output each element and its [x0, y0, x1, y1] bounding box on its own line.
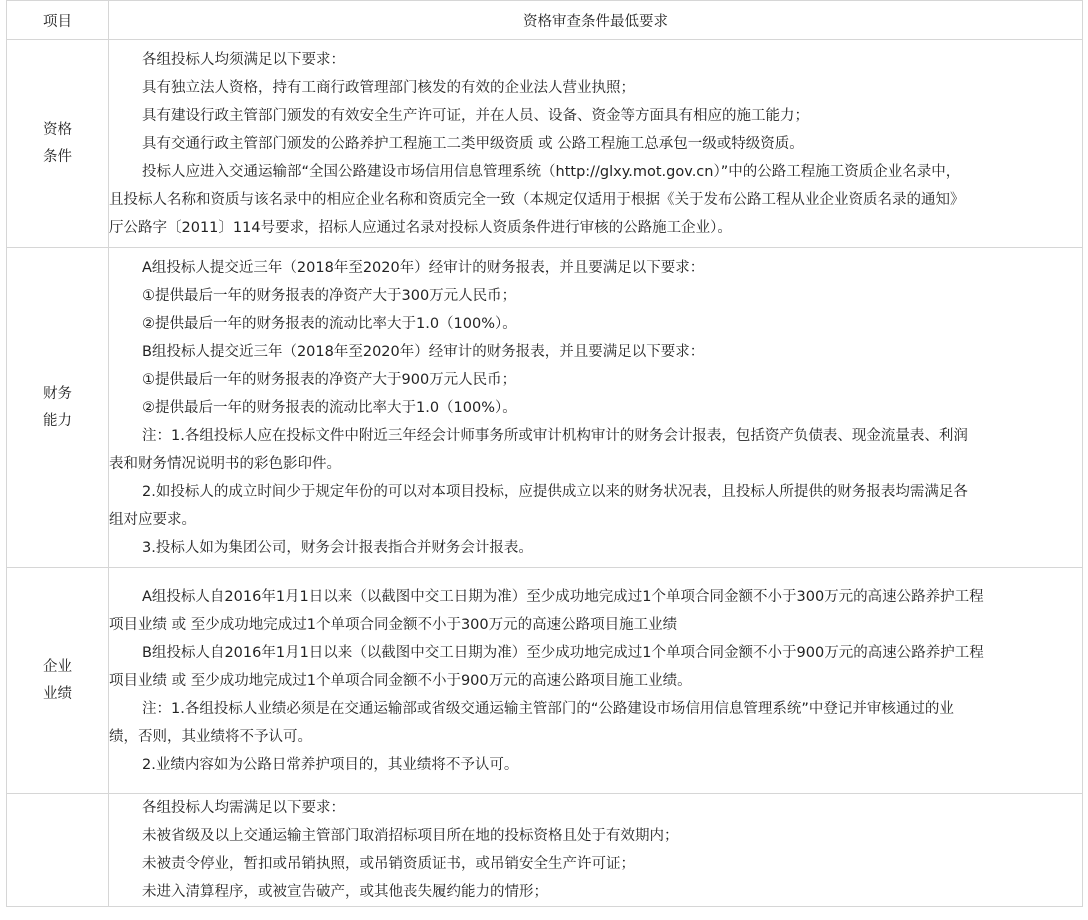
requirement-line: 注：1.各组投标人应在投标文件中附近三年经会计师事务所或审计机构审计的财务会计报表，包括资产负债表、现金流量表、利润	[142, 427, 968, 444]
requirement-line: 绩，否则，其业绩将不予认可。	[109, 728, 312, 745]
requirement-line: 项目业绩 或 至少成功地完成过1个单项合同金额不小于300万元的高速公路项目施工业绩	[109, 616, 678, 633]
requirement-line: 未被省级及以上交通运输主管部门取消招标项目所在地的投标资格且处于有效期内；	[142, 828, 679, 844]
section-label-line: 能力	[43, 412, 72, 429]
requirement-line: ②提供最后一年的财务报表的流动比率大于1.0（100%）。	[142, 315, 517, 332]
section-label	[7, 794, 109, 907]
requirement-line: 未被责令停业，暂扣或吊销执照，或吊销资质证书，或吊销安全生产许可证；	[142, 856, 635, 872]
requirement-line: 厅公路字〔2011〕114号要求，招标人应通过名录对投标人资质条件进行审核的公路施工企业）。	[109, 219, 732, 236]
requirements-table	[6, 0, 1083, 907]
requirement-line: 2.如投标人的成立时间少于规定年份的可以对本项目投标，应提供成立以来的财务状况表，且投标人所提供的财务报表均需满足各	[142, 483, 968, 500]
requirement-line: 未进入清算程序，或被宣告破产，或其他丧失履约能力的情形；	[142, 884, 548, 900]
requirement-line: 且投标人名称和资质与该名录中的相应企业名称和资质完全一致（本规定仅适用于根据《关于发布公路工程从业企业资质名录的通知》	[109, 191, 965, 208]
requirement-line: ①提供最后一年的财务报表的净资产大于900万元人民币；	[142, 371, 517, 388]
section-label-line: 业绩	[43, 685, 72, 702]
section-content	[109, 248, 1083, 568]
requirement-line: A组投标人提交近三年（2018年至2020年）经审计的财务报表，并且要满足以下要求：	[142, 259, 705, 276]
section-qualification	[7, 40, 1083, 248]
requirement-line: 投标人应进入交通运输部“全国公路建设市场信用信息管理系统（http://glxy.mot.gov.cn）”中的公路工程施工资质企业名录中，	[142, 163, 961, 180]
requirement-line: 表和财务情况说明书的彩色影印件。	[109, 455, 341, 472]
requirement-line: B组投标人提交近三年（2018年至2020年）经审计的财务报表，并且要满足以下要求：	[142, 343, 705, 360]
requirement-line: 2.业绩内容如为公路日常养护项目的，其业绩将不予认可。	[142, 756, 519, 773]
section-label	[7, 40, 109, 248]
requirement-line: A组投标人自2016年1月1日以来（以截图中交工日期为准）至少成功地完成过1个单项合同金额不小于300万元的高速公路养护工程	[142, 588, 984, 605]
section-content	[109, 568, 1083, 794]
requirement-line: 具有交通行政主管部门颁发的公路养护工程施工二类甲级资质 或 公路工程施工总承包一级或特级资质。	[142, 135, 804, 152]
requirement-line: 项目业绩 或 至少成功地完成过1个单项合同金额不小于900万元的高速公路项目施工业绩。	[109, 672, 692, 689]
requirement-line: 组对应要求。	[109, 511, 196, 528]
section-financial	[7, 248, 1083, 568]
section-label-line: 财务	[43, 385, 72, 402]
section-label	[7, 568, 109, 794]
requirement-line: 注：1.各组投标人业绩必须是在交通运输部或省级交通运输主管部门的“公路建设市场信用信息管理系统”中登记并审核通过的业	[142, 700, 954, 717]
requirement-line: 各组投标人均须满足以下要求：	[142, 51, 345, 68]
section-label-line: 企业	[43, 658, 72, 675]
section-content	[109, 794, 1083, 907]
requirement-line: ②提供最后一年的财务报表的流动比率大于1.0（100%）。	[142, 399, 517, 416]
table-header-row	[7, 1, 1083, 40]
requirement-line: 各组投标人均需满足以下要求：	[142, 800, 345, 816]
section-other	[7, 794, 1083, 907]
requirement-line: 3.投标人如为集团公司，财务会计报表指合并财务会计报表。	[142, 539, 533, 556]
header-requirements: 资格审查条件最低要求	[109, 1, 1083, 40]
requirement-line: 具有建设行政主管部门颁发的有效安全生产许可证，并在人员、设备、资金等方面具有相应的施工能力；	[142, 107, 809, 124]
section-label-line: 资格	[43, 121, 72, 138]
requirement-line: B组投标人自2016年1月1日以来（以截图中交工日期为准）至少成功地完成过1个单项合同金额不小于900万元的高速公路养护工程	[142, 644, 984, 661]
section-label-line: 条件	[43, 148, 72, 165]
section-content	[109, 40, 1083, 248]
requirement-line: 具有独立法人资格，持有工商行政管理部门核发的有效的企业法人营业执照；	[142, 79, 635, 96]
requirement-line: ①提供最后一年的财务报表的净资产大于300万元人民币；	[142, 287, 517, 304]
section-performance	[7, 568, 1083, 794]
section-label	[7, 248, 109, 568]
header-item: 项目	[7, 1, 109, 40]
